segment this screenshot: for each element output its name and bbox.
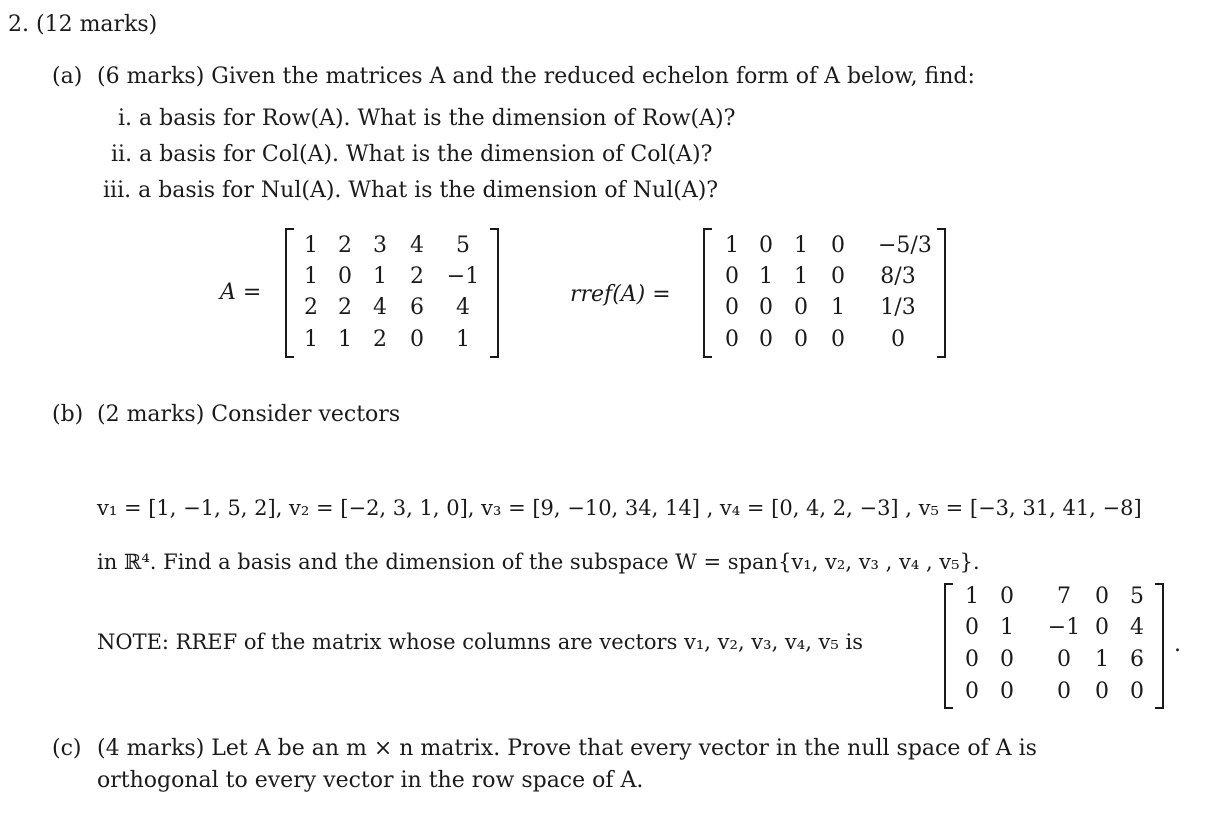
part-a-item-2: ii. a basis for Col(A). What is the dimension of Col(A)? xyxy=(111,142,713,167)
rref-a-cell-r2-c4: 0 xyxy=(831,264,845,289)
rref-a-cell-r4-c5: 0 xyxy=(891,327,905,352)
part-a-label: (a) xyxy=(52,64,83,89)
rref-a-cell-r4-c1: 0 xyxy=(725,327,739,352)
rref-a-cell-r3-c3: 0 xyxy=(794,295,808,320)
rref-b-cell-r1-c2: 0 xyxy=(1000,584,1014,609)
matrix-a-cell-r1-c4: 4 xyxy=(410,233,424,258)
part-a-item-3: iii. a basis for Nul(A). What is the dimension of Nul(A)? xyxy=(103,178,719,203)
part-c-line-1: (4 marks) Let A be an m × n matrix. Prove that every vector in the null space of A is xyxy=(97,736,1037,761)
rref-a-cell-r1-c3: 1 xyxy=(794,233,808,258)
rref-b-cell-r4-c4: 0 xyxy=(1095,679,1109,704)
rref-b-period: . xyxy=(1174,632,1181,657)
rref-b-cell-r3-c2: 0 xyxy=(1000,647,1014,672)
matrix-a-cell-r1-c1: 1 xyxy=(304,233,318,258)
rref-b-cell-r1-c5: 5 xyxy=(1130,584,1144,609)
matrix-a-cell-r1-c2: 2 xyxy=(338,233,352,258)
rref-a-cell-r1-c1: 1 xyxy=(725,233,739,258)
matrix-a-cell-r2-c1: 1 xyxy=(304,264,318,289)
part-a-intro: (6 marks) Given the matrices A and the reduced echelon form of A below, find: xyxy=(97,64,975,89)
matrix-a-cell-r3-c4: 6 xyxy=(410,295,424,320)
rref-b-cell-r2-c2: 1 xyxy=(1000,615,1014,640)
rref-a-label: rref(A) = xyxy=(570,282,671,307)
matrix-a-cell-r4-c3: 2 xyxy=(373,327,387,352)
part-b-label: (b) xyxy=(52,402,84,427)
part-a-item-1: i. a basis for Row(A). What is the dimension of Row(A)? xyxy=(118,106,736,131)
rref-a-left-bracket xyxy=(703,228,712,358)
rref-a-cell-r1-c4: 0 xyxy=(831,233,845,258)
matrix-a-cell-r4-c5: 1 xyxy=(456,327,470,352)
rref-a-right-bracket xyxy=(937,228,946,358)
matrix-a-cell-r3-c3: 4 xyxy=(373,295,387,320)
question-number: 2. (12 marks) xyxy=(8,12,158,37)
matrix-a-cell-r2-c3: 1 xyxy=(373,264,387,289)
matrix-a-cell-r4-c1: 1 xyxy=(304,327,318,352)
rref-b-cell-r1-c3: 7 xyxy=(1057,584,1071,609)
rref-b-cell-r1-c4: 0 xyxy=(1095,584,1109,609)
matrix-a-cell-r3-c1: 2 xyxy=(304,295,318,320)
matrix-a-right-bracket xyxy=(490,228,499,358)
rref-a-cell-r4-c2: 0 xyxy=(759,327,773,352)
rref-a-cell-r1-c5: −5/3 xyxy=(878,233,932,258)
rref-b-cell-r2-c3: −1 xyxy=(1047,615,1081,640)
rref-a-cell-r2-c1: 0 xyxy=(725,264,739,289)
rref-b-cell-r3-c1: 0 xyxy=(965,647,979,672)
rref-b-cell-r4-c5: 0 xyxy=(1130,679,1144,704)
rref-b-cell-r3-c3: 0 xyxy=(1057,647,1071,672)
rref-a-cell-r3-c2: 0 xyxy=(759,295,773,320)
rref-a-cell-r4-c3: 0 xyxy=(794,327,808,352)
rref-a-cell-r1-c2: 0 xyxy=(759,233,773,258)
part-c-label: (c) xyxy=(52,736,82,761)
matrix-a-cell-r3-c2: 2 xyxy=(338,295,352,320)
rref-b-cell-r1-c1: 1 xyxy=(965,584,979,609)
rref-b-cell-r3-c4: 1 xyxy=(1095,647,1109,672)
part-c-line-2: orthogonal to every vector in the row space of A. xyxy=(97,768,644,793)
rref-b-cell-r3-c5: 6 xyxy=(1130,647,1144,672)
matrix-a-cell-r3-c5: 4 xyxy=(456,295,470,320)
rref-b-cell-r2-c4: 0 xyxy=(1095,615,1109,640)
matrix-a-cell-r2-c4: 2 xyxy=(410,264,424,289)
matrix-a-cell-r1-c5: 5 xyxy=(456,233,470,258)
part-b-intro: (2 marks) Consider vectors xyxy=(97,402,401,427)
rref-a-cell-r4-c4: 0 xyxy=(831,327,845,352)
subspace-task: in ℝ⁴. Find a basis and the dimension of the subspace W = span{v₁, v₂, v₃ , v₄ , v₅}. xyxy=(97,550,980,574)
matrix-a-label: A = xyxy=(220,280,262,305)
rref-a-cell-r2-c2: 1 xyxy=(759,264,773,289)
matrix-a-cell-r1-c3: 3 xyxy=(373,233,387,258)
rref-b-cell-r4-c2: 0 xyxy=(1000,679,1014,704)
rref-a-cell-r3-c4: 1 xyxy=(831,295,845,320)
matrix-a-cell-r4-c4: 0 xyxy=(410,327,424,352)
rref-b-cell-r2-c1: 0 xyxy=(965,615,979,640)
matrix-a-cell-r4-c2: 1 xyxy=(338,327,352,352)
rref-a-cell-r3-c1: 0 xyxy=(725,295,739,320)
matrix-a-cell-r2-c5: −1 xyxy=(446,264,480,289)
rref-a-cell-r2-c3: 1 xyxy=(794,264,808,289)
rref-b-cell-r4-c3: 0 xyxy=(1057,679,1071,704)
rref-b-cell-r4-c1: 0 xyxy=(965,679,979,704)
rref-a-cell-r2-c5: 8/3 xyxy=(880,264,916,289)
rref-note: NOTE: RREF of the matrix whose columns are vectors v₁, v₂, v₃, v₄, v₅ is xyxy=(97,630,864,654)
rref-b-cell-r2-c5: 4 xyxy=(1130,615,1144,640)
rref-a-cell-r3-c5: 1/3 xyxy=(880,295,916,320)
matrix-a-cell-r2-c2: 0 xyxy=(338,264,352,289)
question-marks: (12 marks) xyxy=(36,12,158,37)
vectors-line: v₁ = [1, −1, 5, 2], v₂ = [−2, 3, 1, 0], v₃ = [9, −10, 34, 14] , v₄ = [0, 4, 2, −3] , v₅ = [−3, 31, 41, −8] xyxy=(97,496,1142,520)
